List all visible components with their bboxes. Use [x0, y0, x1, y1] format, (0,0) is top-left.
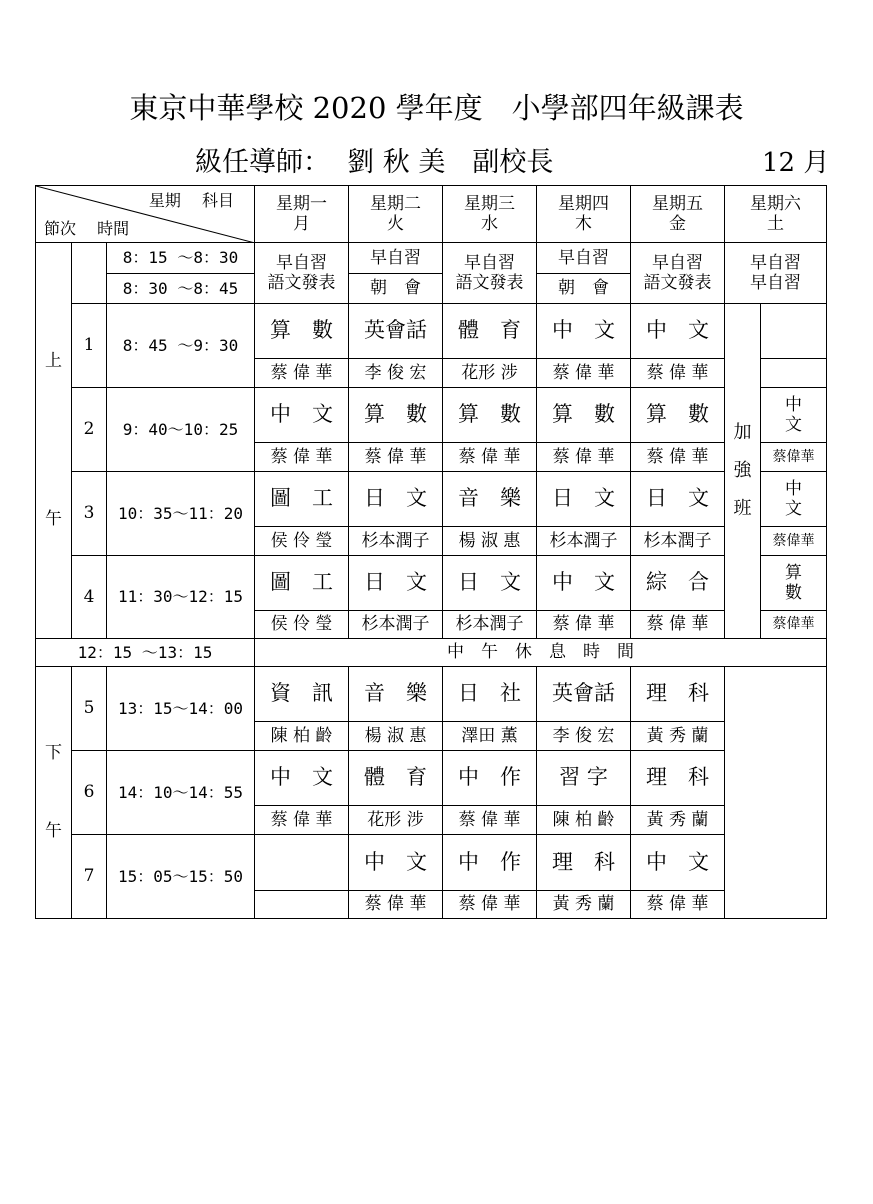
lunch-row — [36, 639, 827, 667]
teacher-cell: 杉本潤子 — [537, 527, 631, 556]
saturday-teacher: 蔡偉華 — [761, 443, 827, 472]
subject-cell: 日 文 — [443, 556, 537, 611]
time-cell: 13：15〜14：00 — [107, 667, 255, 751]
time-cell: 9：40〜10：25 — [107, 388, 255, 472]
subject-cell: 體 育 — [349, 751, 443, 806]
subject-cell: 日 文 — [349, 472, 443, 527]
saturday-subject: 中 文 — [761, 388, 827, 443]
saturday-afternoon-empty — [725, 667, 827, 919]
teacher-cell: 黃 秀 蘭 — [631, 806, 725, 835]
day-header: 星期二 火 — [349, 186, 443, 243]
subject-cell: 資 訊 — [255, 667, 349, 722]
corner-cell — [36, 186, 255, 243]
teacher-cell: 蔡 偉 華 — [255, 359, 349, 388]
period-row — [36, 751, 827, 806]
subject-cell: 中 文 — [631, 835, 725, 891]
teacher-cell: 蔡 偉 華 — [537, 443, 631, 472]
period-number: 7 — [72, 835, 107, 919]
early-cell: 朝 會 — [349, 274, 443, 304]
teacher-cell: 李 俊 宏 — [349, 359, 443, 388]
saturday-cell — [761, 359, 827, 388]
teacher-cell: 蔡 偉 華 — [537, 611, 631, 639]
period-number: 4 — [72, 556, 107, 639]
teacher-cell: 杉本潤子 — [443, 611, 537, 639]
period-row — [36, 556, 827, 611]
subject-cell: 習 字 — [537, 751, 631, 806]
teacher-cell: 李 俊 宏 — [537, 722, 631, 751]
day-header: 星期一 月 — [255, 186, 349, 243]
page-title: 東京中華學校 2020 學年度 小學部四年級課表 — [129, 91, 744, 125]
day-header: 星期三 水 — [443, 186, 537, 243]
time-cell: 8：15 〜8：30 — [107, 243, 255, 274]
subject-cell: 日 文 — [631, 472, 725, 527]
teacher-cell: 蔡 偉 華 — [537, 359, 631, 388]
time-cell: 8：45 〜9：30 — [107, 304, 255, 388]
teacher-cell: 蔡 偉 華 — [631, 443, 725, 472]
teacher-cell: 侯 伶 瑩 — [255, 527, 349, 556]
teacher-cell: 侯 伶 瑩 — [255, 611, 349, 639]
subject-cell: 中 文 — [631, 304, 725, 359]
saturday-teacher: 蔡偉華 — [761, 611, 827, 639]
period-row — [36, 835, 827, 891]
teacher-cell: 陳 柏 齡 — [255, 722, 349, 751]
teacher-cell: 蔡 偉 華 — [631, 891, 725, 919]
subject-cell: 中 文 — [255, 751, 349, 806]
time-cell: 10：35〜11：20 — [107, 472, 255, 556]
lunch-label: 中 午 休 息 時 間 — [255, 639, 827, 667]
subject-cell: 音 樂 — [349, 667, 443, 722]
subject-cell: 圖 工 — [255, 472, 349, 527]
teacher-cell: 澤田 薫 — [443, 722, 537, 751]
period-number: 6 — [72, 751, 107, 835]
teacher-cell: 杉本潤子 — [349, 527, 443, 556]
lunch-time: 12：15 〜13：15 — [36, 639, 255, 667]
subject-cell: 中 文 — [537, 304, 631, 359]
period-number — [72, 243, 107, 304]
teacher-cell — [255, 891, 349, 919]
period-row — [36, 472, 827, 527]
saturday-cell — [761, 304, 827, 359]
day-header: 星期四 木 — [537, 186, 631, 243]
subject-cell: 日 文 — [349, 556, 443, 611]
subject-cell: 音 樂 — [443, 472, 537, 527]
early-cell: 早自習 語文發表 — [631, 243, 725, 304]
teacher-cell: 黃 秀 蘭 — [631, 722, 725, 751]
month-label: 12 月 — [762, 148, 830, 178]
subject-cell: 算 數 — [349, 388, 443, 443]
saturday-subject: 算 數 — [761, 556, 827, 611]
time-cell: 8：30 〜8：45 — [107, 274, 255, 304]
early-cell: 早自習 語文發表 — [443, 243, 537, 304]
teacher-cell: 蔡 偉 華 — [631, 611, 725, 639]
teacher-cell: 蔡 偉 華 — [443, 443, 537, 472]
teacher-cell: 杉本潤子 — [631, 527, 725, 556]
teacher-cell: 蔡 偉 華 — [255, 443, 349, 472]
time-cell: 11：30〜12：15 — [107, 556, 255, 639]
header-row — [36, 186, 827, 243]
period-row — [36, 388, 827, 443]
teacher-cell: 蔡 偉 華 — [631, 359, 725, 388]
teacher-cell: 蔡 偉 華 — [443, 891, 537, 919]
teacher-cell: 杉本潤子 — [349, 611, 443, 639]
early-cell: 早自習 早自習 — [725, 243, 827, 304]
period-number: 2 — [72, 388, 107, 472]
subject-cell: 中 作 — [443, 835, 537, 891]
subject-cell: 綜 合 — [631, 556, 725, 611]
subject-cell — [255, 835, 349, 891]
morning-label: 上 午 — [36, 243, 72, 639]
extra-class-label: 加 強 班 — [725, 304, 761, 639]
homeroom-teacher: 級任導師： 劉 秋 美 副校長 — [195, 147, 554, 178]
subject-cell: 中 文 — [349, 835, 443, 891]
period-number: 1 — [72, 304, 107, 388]
corner-bottom-label: 節次 時間 — [44, 218, 130, 238]
subject-cell: 理 科 — [631, 751, 725, 806]
subject-cell: 日 社 — [443, 667, 537, 722]
subject-cell: 理 科 — [537, 835, 631, 891]
corner-top-label: 星期 科目 — [148, 191, 234, 210]
subject-cell: 英會話 — [349, 304, 443, 359]
period-number: 3 — [72, 472, 107, 556]
period-row — [36, 304, 827, 359]
day-header: 星期五 金 — [631, 186, 725, 243]
timetable — [35, 185, 827, 919]
teacher-cell: 蔡 偉 華 — [349, 891, 443, 919]
teacher-cell: 花形 涉 — [443, 359, 537, 388]
subject-cell: 英會話 — [537, 667, 631, 722]
early-cell: 朝 會 — [537, 274, 631, 304]
subject-cell: 算 數 — [443, 388, 537, 443]
early-cell: 早自習 語文發表 — [255, 243, 349, 304]
afternoon-label: 下 午 — [36, 667, 72, 919]
subject-cell: 圖 工 — [255, 556, 349, 611]
subject-cell: 中 文 — [537, 556, 631, 611]
early-row — [36, 243, 827, 274]
subject-cell: 中 文 — [255, 388, 349, 443]
early-cell: 早自習 — [537, 243, 631, 274]
subject-cell: 理 科 — [631, 667, 725, 722]
subject-cell: 算 數 — [631, 388, 725, 443]
period-number: 5 — [72, 667, 107, 751]
subject-cell: 算 數 — [255, 304, 349, 359]
teacher-cell: 蔡 偉 華 — [255, 806, 349, 835]
subject-cell: 算 數 — [537, 388, 631, 443]
teacher-cell: 陳 柏 齡 — [537, 806, 631, 835]
period-row — [36, 667, 827, 722]
teacher-cell: 黃 秀 蘭 — [537, 891, 631, 919]
teacher-cell: 蔡 偉 華 — [443, 806, 537, 835]
subject-cell: 中 作 — [443, 751, 537, 806]
saturday-subject: 中 文 — [761, 472, 827, 527]
time-cell: 14：10〜14：55 — [107, 751, 255, 835]
teacher-cell: 花形 涉 — [349, 806, 443, 835]
teacher-cell: 蔡 偉 華 — [349, 443, 443, 472]
subject-cell: 體 育 — [443, 304, 537, 359]
teacher-cell: 楊 淑 惠 — [349, 722, 443, 751]
day-header: 星期六 土 — [725, 186, 827, 243]
early-cell: 早自習 — [349, 243, 443, 274]
saturday-teacher: 蔡偉華 — [761, 527, 827, 556]
time-cell: 15：05〜15：50 — [107, 835, 255, 919]
teacher-cell: 楊 淑 惠 — [443, 527, 537, 556]
subject-cell: 日 文 — [537, 472, 631, 527]
